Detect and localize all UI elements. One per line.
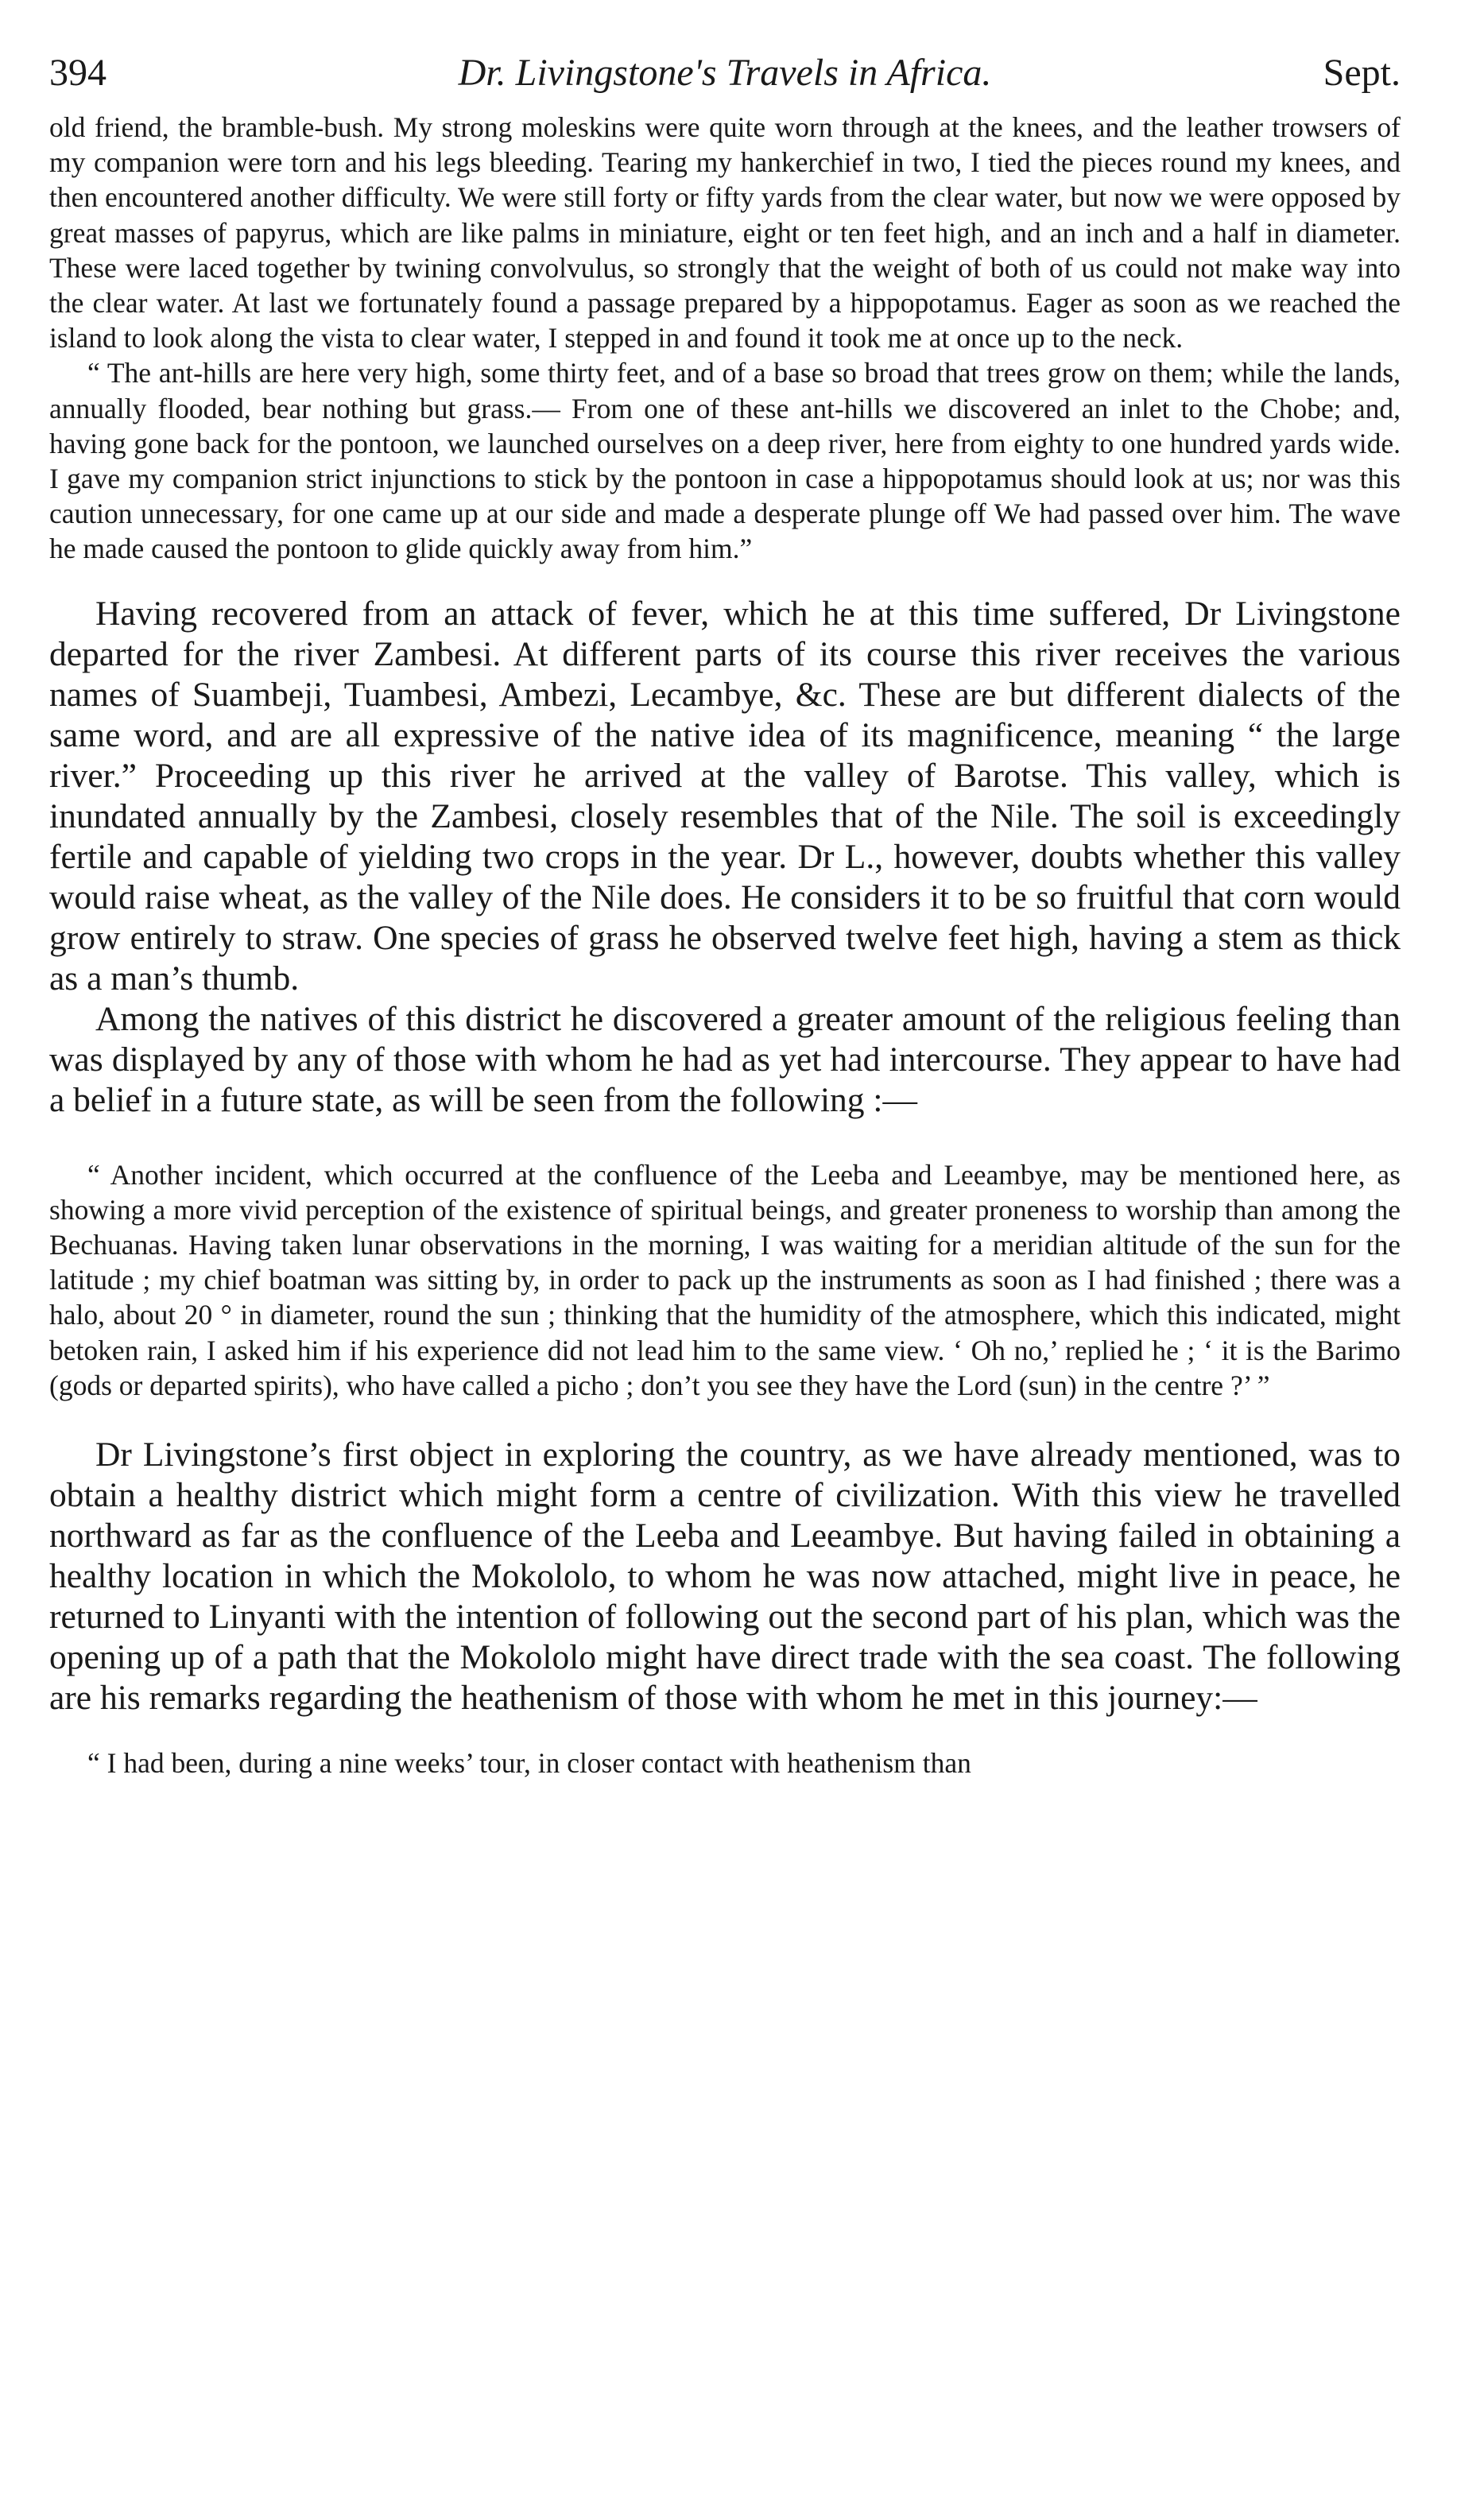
body-paragraph-3: Dr Livingstone’s first object in exploring the country, as we have already mentioned, was to obtain a healthy district which might form a centre of civilization. With this view he travelled northward as far as the confluence of the Leeba and Leeambye. But having failed in obtaining a healthy location in which the Mokololo, to whom he was now attached, might live in peace, he returned to Linyanti with the intention of following out the second part of his plan, which was the opening up of a path that the Mokololo might have direct trade with the sea coast. The following are his remarks regarding the heathenism of those with whom he met in this journey:— <box>49 1435 1401 1718</box>
running-header <box>49 48 1401 99</box>
header-month: Sept. <box>1323 52 1401 94</box>
page-number: 394 <box>49 52 107 94</box>
quote-paragraph-2: “ The ant-hills are here very high, some thirty feet, and of a base so broad that trees grow on them; while the lands, annually flooded, bear nothing but grass.— From one of these ant-hills we discovered an inlet to the Chobe; and, having gone back for the pontoon, we launched ourselves on a deep river, here from eighty to one hundred yards wide. I gave my companion strict injunctions to stick by the pontoon in case a hippopotamus should look at us; nor was this caution unnecessary, for one came up at our side and made a desperate plunge off We had passed over him. The wave he made caused the pontoon to glide quickly away from him.” <box>49 357 1401 565</box>
body-paragraph-2: Among the natives of this district he discovered a greater amount of the religious feeling than was displayed by any of those with whom he had as yet had intercourse. They appear to have had a belief in a future state, as will be seen from the following :— <box>49 999 1401 1119</box>
quote-paragraph-3: “ Another incident, which occurred at the confluence of the Leeba and Leeambye, may be mentioned here, as showing a more vivid perception of the existence of spiritual beings, and greater proneness to worship than among the Bechuanas. Having taken lunar observations in the morning, I was waiting for a meridian altitude of the sun for the latitude ; my chief boatman was sitting by, in order to pack up the instruments as soon as I had finished ; there was a halo, about 20 ° in diameter, round the sun ; thinking that the humidity of the atmosphere, which this indicated, might betoken rain, I asked him if his experience did not lead him to the same view. ‘ Oh no,’ replied he ; ‘ it is the Barimo (gods or departed spirits), who have called a picho ; don’t you see they have the Lord (sun) in the centre ?’ ” <box>49 1158 1401 1401</box>
quote-paragraph-1: old friend, the bramble-bush. My strong moleskins were quite worn through at the knees, and the leather trowsers of my companion were torn and his legs bleeding. Tearing my hankerchief in two, I tied the pieces round my knees, and then encountered another difficulty. We were still forty or fifty yards from the clear water, but now we were opposed by great masses of papyrus, which are like palms in miniature, eight or ten feet high, and an inch and a half in diameter. These were laced together by twining convolvulus, so strongly that the weight of both of us could not make way into the clear water. At last we fortunately found a passage prepared by a hippopotamus. Eager as soon as we reached the island to look along the vista to clear water, I stepped in and found it took me at once up to the neck. <box>49 111 1401 355</box>
quote-paragraph-4: “ I had been, during a nine weeks’ tour, in closer contact with heathenism than <box>87 1747 971 1780</box>
body-paragraph-1: Having recovered from an attack of fever, which he at this time suffered, Dr Livingstone departed for the river Zambesi. At different parts of its course this river receives the various names of Suambeji, Tuambesi, Ambezi, Lecambye, &c. These are but different dialects of the same word, and are all expressive of the native idea of its magnificence, meaning “ the large river.” Proceeding up this river he arrived at the valley of Barotse. This valley, which is inundated annually by the Zambesi, closely resembles that of the Nile. The soil is exceedingly fertile and capable of yielding two crops in the year. Dr L., however, doubts whether this valley would raise wheat, as the valley of the Nile does. He considers it to be so fruitful that corn would grow entirely to straw. One species of grass he observed twelve feet high, having a stem as thick as a man’s thumb. <box>49 594 1401 998</box>
running-title: Dr. Livingstone's Travels in Africa. <box>458 52 992 94</box>
page <box>49 48 1401 1780</box>
